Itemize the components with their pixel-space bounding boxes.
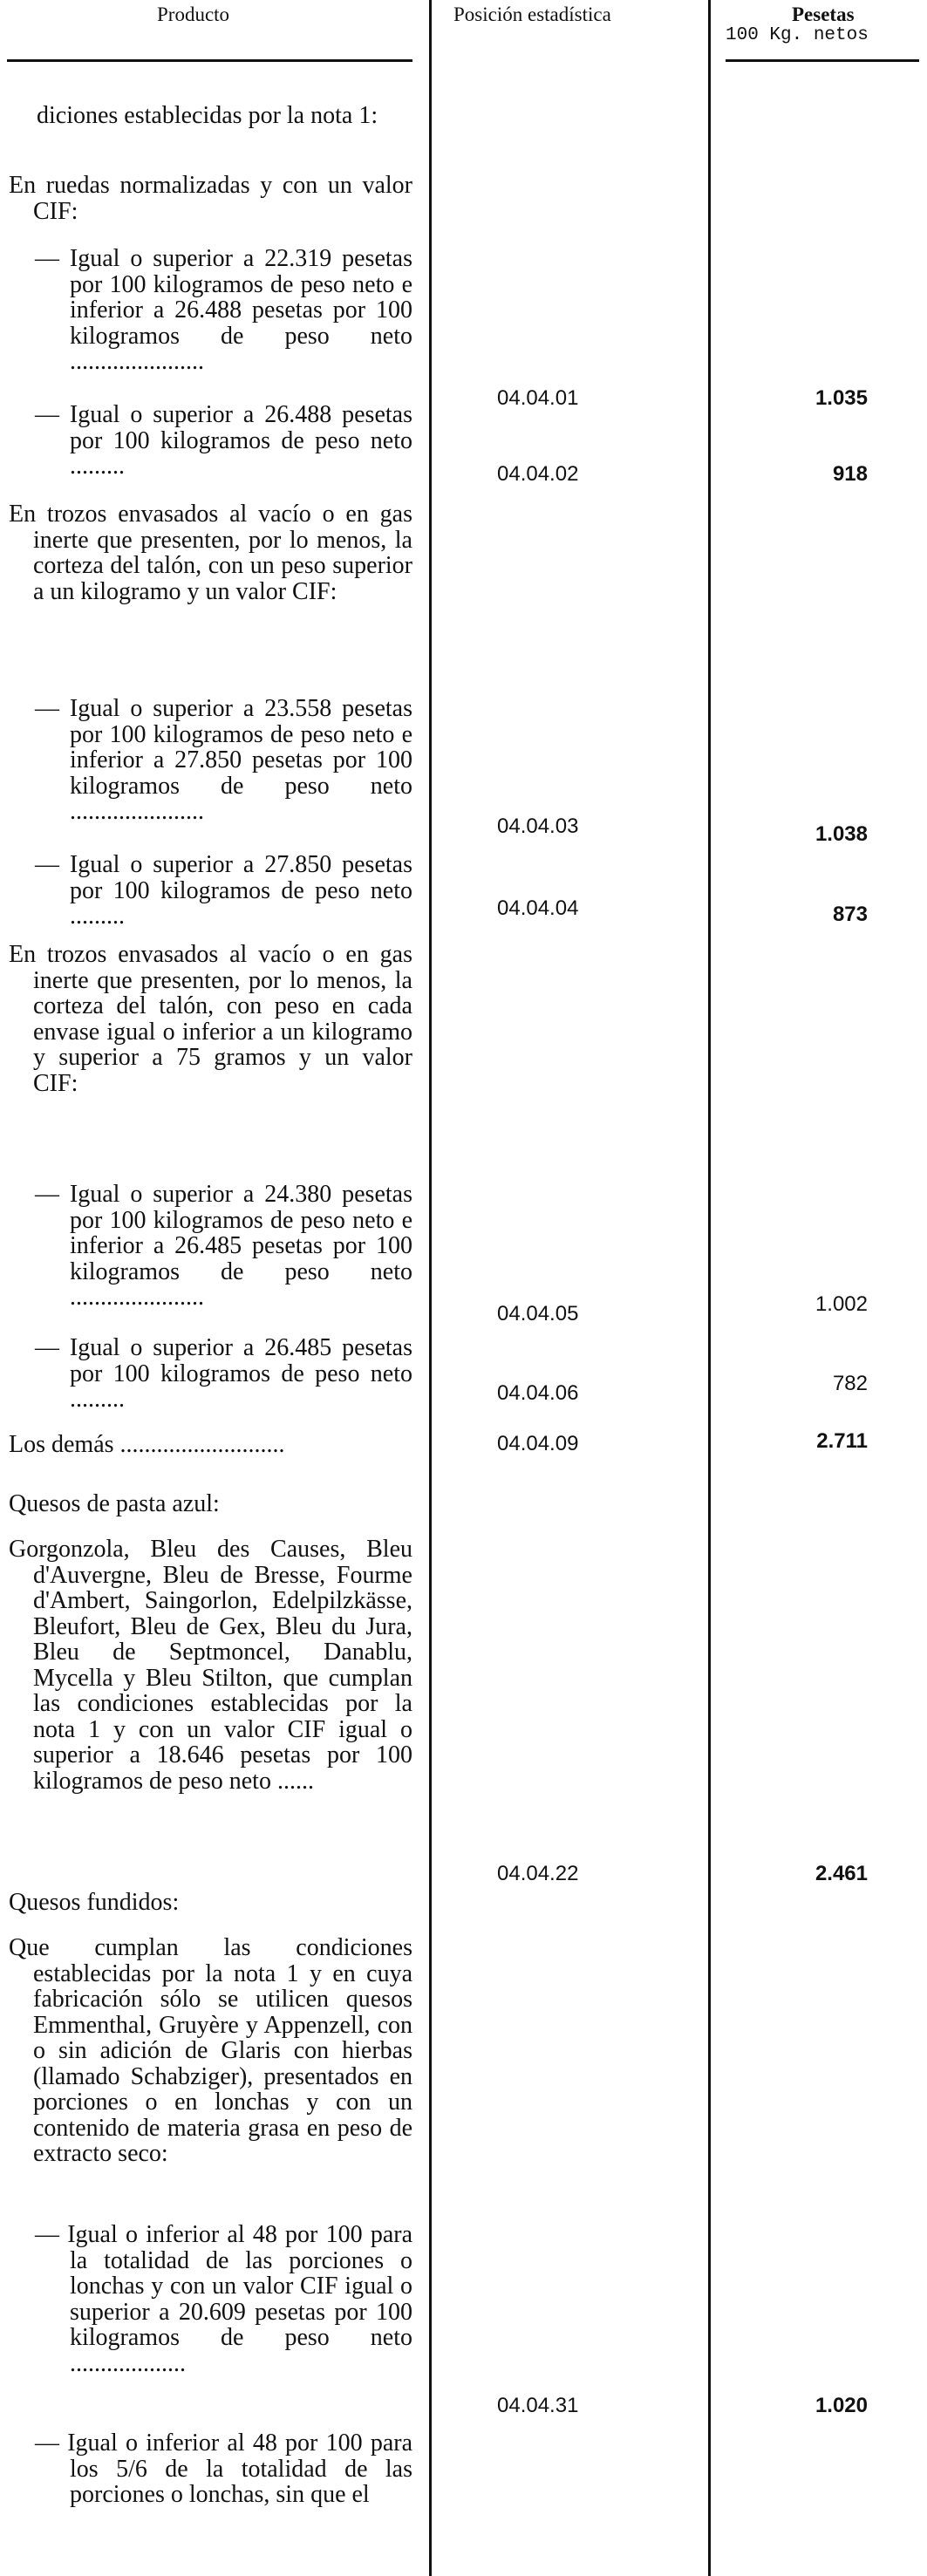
- paragraph-2: — Igual o superior a 22.319 pesetas por 100 kilogramos de peso neto e inferior a 26.488 pesetas por 100 kilogramos de peso neto ......................: [35, 245, 412, 375]
- column-divider-left: [429, 0, 432, 2576]
- paragraph-8: — Igual o superior a 24.380 pesetas por 100 kilogramos de peso neto e inferior a 26.485 pesetas por 100 kilogramos de peso neto ......................: [35, 1181, 412, 1311]
- price-04-04-04: 873: [832, 903, 868, 926]
- price-04-04-01: 1.035: [815, 386, 868, 410]
- position-04-04-02: 04.04.02: [497, 462, 579, 486]
- paragraph-3: — Igual o superior a 26.488 pesetas por 100 kilogramos de peso neto .........: [35, 401, 412, 480]
- paragraph-6: — Igual o superior a 27.850 pesetas por 100 kilogramos de peso neto .........: [35, 851, 412, 930]
- price-04-04-06: 782: [832, 1372, 868, 1395]
- position-04-04-03: 04.04.03: [497, 814, 579, 838]
- position-04-04-31: 04.04.31: [497, 2394, 579, 2417]
- column-divider-right: [708, 0, 711, 2576]
- position-04-04-06: 04.04.06: [497, 1381, 579, 1405]
- price-04-04-05: 1.002: [815, 1292, 868, 1316]
- price-04-04-31: 1.020: [815, 2394, 868, 2417]
- paragraph-15: — Igual o inferior al 48 por 100 para la totalidad de las porciones o lonchas y con un valor CIF igual o superior a 20.609 pesetas por 100 kilogramos de peso neto ...................: [35, 2221, 412, 2377]
- price-04-04-09: 2.711: [816, 1429, 868, 1453]
- paragraph-9: — Igual o superior a 26.485 pesetas por 100 kilogramos de peso neto .........: [35, 1334, 412, 1413]
- paragraph-11: Quesos de pasta azul:: [9, 1490, 220, 1517]
- paragraph-12: Gorgonzola, Bleu des Causes, Bleu d'Auvergne, Bleu de Bresse, Fourme d'Ambert, Saingorlon, Edelpilzkässe, Bleufort, Bleu de Gex, Bleu du Jura, Bleu de Septmoncel, Danablu, Mycella y Bleu Stilton, que cumplan las condiciones establecidas por la nota 1 y con un valor CIF igual o superior a 18.646 pesetas por 100 kilogramos de peso neto ......: [9, 1536, 412, 1795]
- position-04-04-09: 04.04.09: [497, 1432, 579, 1455]
- paragraph-16: — Igual o inferior al 48 por 100 para los 5/6 de la totalidad de las porciones o lonchas, sin que el: [35, 2429, 412, 2508]
- header-price-line2: 100 Kg. netos: [726, 25, 869, 45]
- paragraph-4: En trozos envasados al vacío o en gas inerte que presenten, por lo menos, la corteza del talón, con un peso superior a un kilogramo y un valor CIF:: [9, 501, 412, 605]
- paragraph-13: Quesos fundidos:: [9, 1889, 180, 1916]
- paragraph-5: — Igual o superior a 23.558 pesetas por 100 kilogramos de peso neto e inferior a 27.850 pesetas por 100 kilogramos de peso neto ......................: [35, 695, 412, 825]
- position-04-04-04: 04.04.04: [497, 896, 579, 920]
- price-04-04-03: 1.038: [815, 822, 868, 846]
- position-04-04-05: 04.04.05: [497, 1302, 579, 1325]
- paragraph-1: En ruedas normalizadas y con un valor CIF:: [9, 172, 412, 225]
- paragraph-0: diciones establecidas por la nota 1:: [37, 102, 378, 129]
- header-price-line1: Pesetas: [792, 3, 855, 25]
- paragraph-14: Que cumplan las condiciones establecidas por la nota 1 y en cuya fabricación sólo se utilicen quesos Emmenthal, Gruyère y Appenzell, con o sin adición de Glaris con hierbas (llamado Schabziger), presentados en porciones o en lonchas y con un contenido de materia grasa en peso de extracto seco:: [9, 1934, 412, 2167]
- position-04-04-22: 04.04.22: [497, 1862, 579, 1885]
- paragraph-10: Los demás ...........................: [9, 1431, 285, 1458]
- position-04-04-01: 04.04.01: [497, 386, 579, 410]
- price-04-04-02: 918: [832, 462, 868, 486]
- header-position: Posición estadística: [453, 3, 611, 25]
- header-product: Producto: [157, 3, 230, 25]
- price-04-04-22: 2.461: [815, 1862, 868, 1885]
- paragraph-7: En trozos envasados al vacío o en gas inerte que presenten, por lo menos, la corteza del talón, con peso en cada envase igual o inferior a un kilogramo y superior a 75 gramos y un valor CIF:: [9, 941, 412, 1097]
- header-rule-right: [726, 59, 919, 62]
- header-rule-left: [7, 59, 412, 62]
